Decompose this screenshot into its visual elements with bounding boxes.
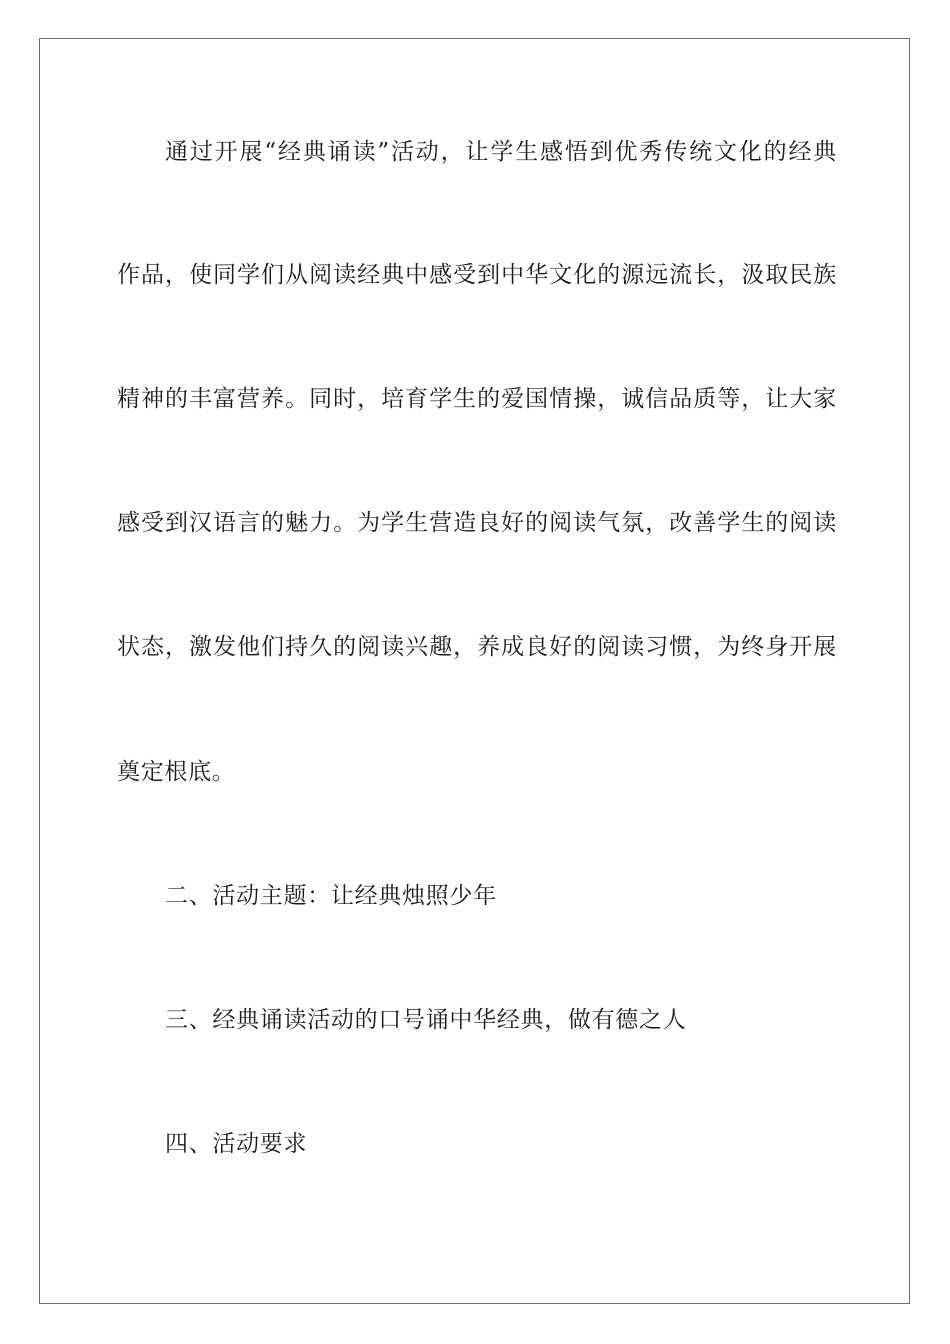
section-heading-slogan: 三、经典诵读活动的口号诵中华经典，做有德之人 [165,1007,687,1033]
paragraph-line: 奠定根底。 [117,759,236,785]
section-heading-theme: 二、活动主题：让经典烛照少年 [165,883,497,909]
paragraph-line: 通过开展“经典诵读”活动，让学生感悟到优秀传统文化的经典 [165,139,837,165]
section-heading-requirements: 四、活动要求 [165,1131,308,1157]
paragraph-line: 感受到汉语言的魅力。为学生营造良好的阅读气氛，改善学生的阅读 [117,510,837,536]
page-frame [39,38,910,1304]
paragraph-line: 精神的丰富营养。同时，培育学生的爱国情操，诚信品质等，让大家 [117,386,837,412]
paragraph-line: 状态，激发他们持久的阅读兴趣，养成良好的阅读习惯，为终身开展 [117,634,837,660]
paragraph-line: 作品，使同学们从阅读经典中感受到中华文化的源远流长，汲取民族 [117,262,837,288]
